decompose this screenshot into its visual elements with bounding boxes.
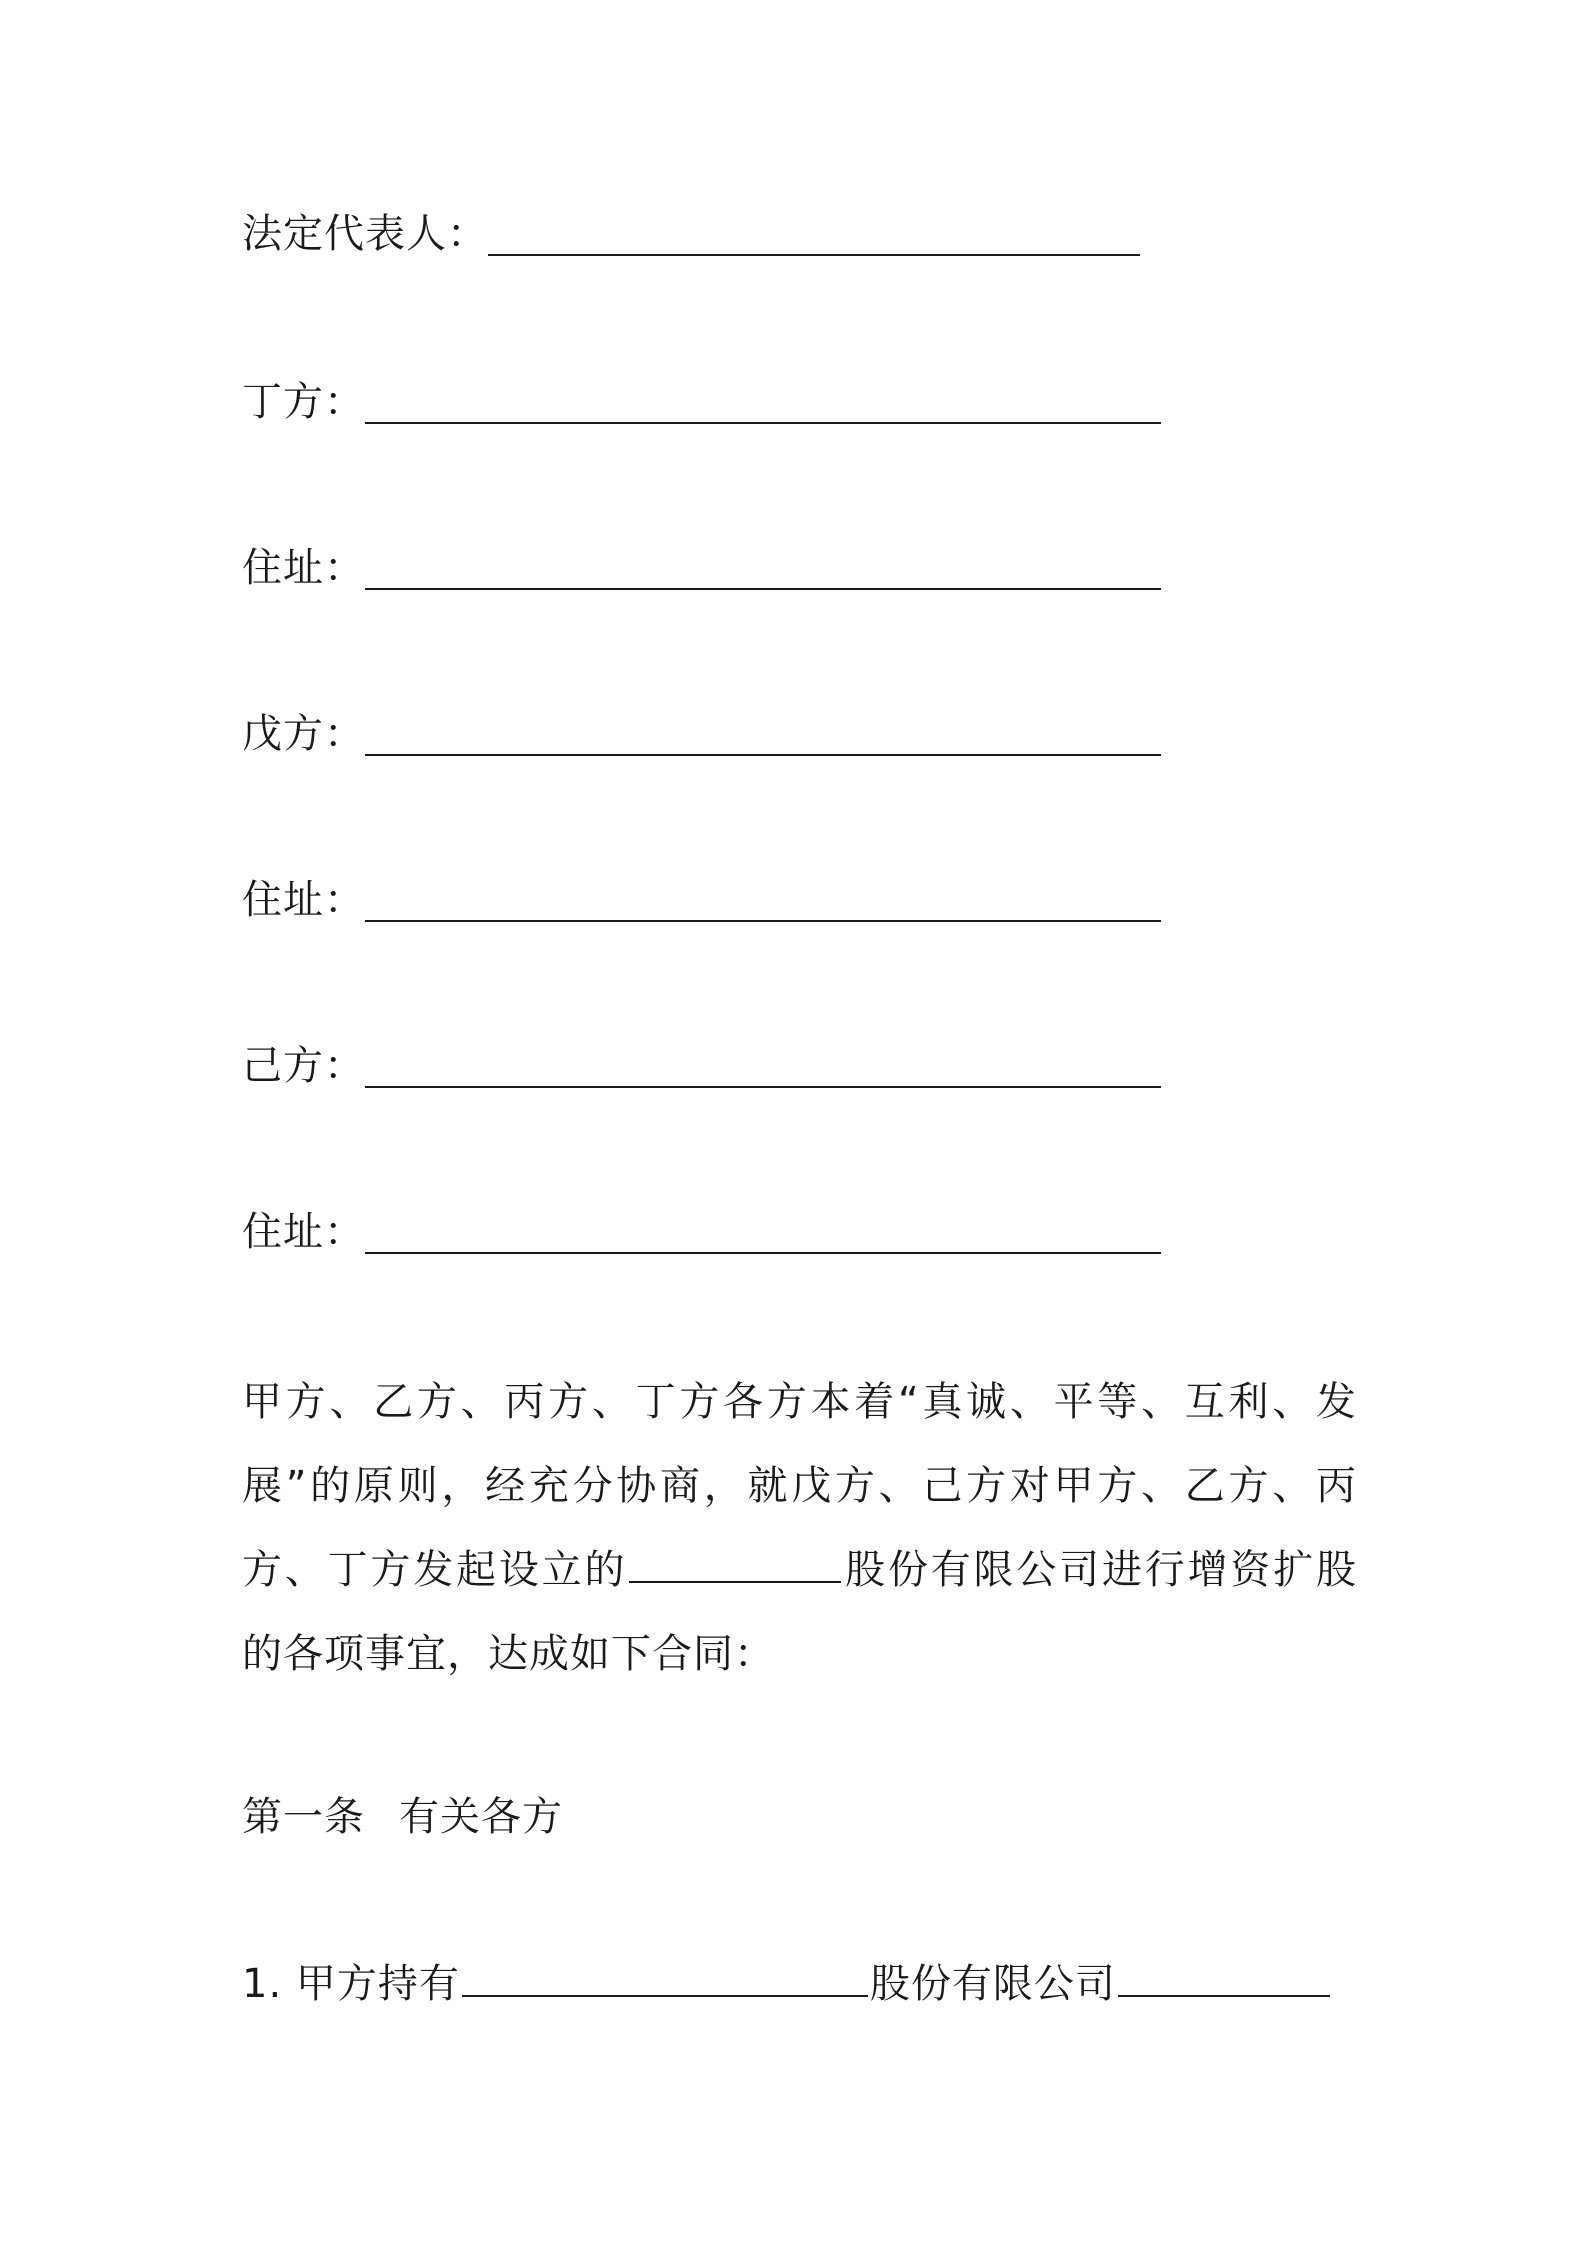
field-label: 戊方： (242, 711, 365, 757)
field-label: 己方： (242, 1043, 365, 1089)
article-number: 第一条 (242, 1794, 365, 1840)
preamble-text: 股份有限公司进行增资扩股 (843, 1547, 1358, 1593)
clause-prefix: 1. 甲方持有 (242, 1961, 460, 2007)
party-wu-field (242, 706, 1161, 762)
field-label: 住址： (242, 545, 365, 591)
fill-in-blank[interactable] (488, 214, 1140, 256)
party-ding-address-field (242, 540, 1161, 596)
field-label: 丁方： (242, 379, 365, 425)
fill-in-blank[interactable] (365, 548, 1161, 590)
party-ji-field (242, 1038, 1161, 1094)
fill-in-blank[interactable] (365, 880, 1161, 922)
clause-1 (242, 1956, 1332, 2012)
party-ding-field (242, 374, 1161, 430)
clause-text: 股份有限公司 (869, 1961, 1116, 2007)
company-name-blank[interactable] (629, 1551, 841, 1583)
field-label: 住址： (242, 877, 365, 923)
fill-in-blank[interactable] (365, 714, 1161, 756)
preamble-paragraph (242, 1360, 1357, 1696)
preamble-line: 展”的原则，经充分协商，就戊方、己方对甲方、乙方、丙 (242, 1463, 1357, 1509)
preamble-line: 甲方、乙方、丙方、丁方各方本着“真诚、平等、互利、发 (242, 1379, 1357, 1425)
fill-in-blank[interactable] (462, 1965, 868, 1997)
article-title: 有关各方 (399, 1794, 563, 1840)
fill-in-blank[interactable] (1118, 1965, 1330, 1997)
legal-representative-field (242, 206, 1140, 262)
party-ji-address-field (242, 1204, 1161, 1260)
fill-in-blank[interactable] (365, 1212, 1161, 1254)
fill-in-blank[interactable] (365, 382, 1161, 424)
preamble-line: 的各项事宜，达成如下合同： (242, 1631, 775, 1677)
preamble-line (242, 1528, 1357, 1612)
fill-in-blank[interactable] (365, 1046, 1161, 1088)
field-label: 住址： (242, 1209, 365, 1255)
field-label: 法定代表人： (242, 211, 488, 257)
party-wu-address-field (242, 872, 1161, 928)
article-heading (242, 1789, 563, 1845)
preamble-text: 方、丁方发起设立的 (242, 1547, 628, 1593)
